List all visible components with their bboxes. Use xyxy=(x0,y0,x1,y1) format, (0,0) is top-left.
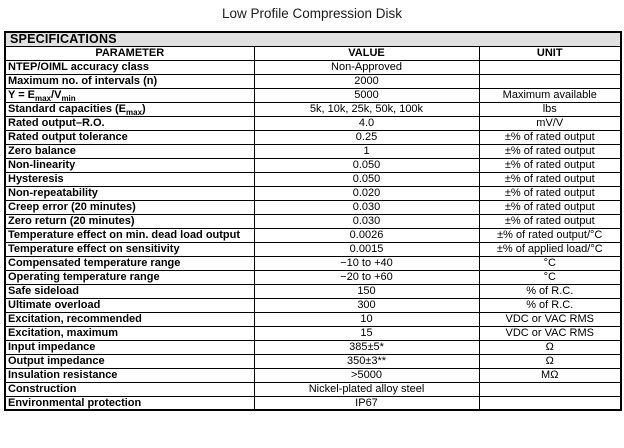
parameter-cell: Ultimate overload xyxy=(5,298,254,312)
spec-row xyxy=(5,368,621,382)
spec-row xyxy=(5,312,621,326)
unit-cell xyxy=(479,382,621,396)
value-cell: Nickel-plated alloy steel xyxy=(254,382,479,396)
parameter-cell: Non-linearity xyxy=(5,158,254,172)
spec-row xyxy=(5,354,621,368)
unit-cell: Maximum available xyxy=(479,88,621,102)
value-cell: 1 xyxy=(254,144,479,158)
unit-cell: MΩ xyxy=(479,368,621,382)
value-cell: −10 to +40 xyxy=(254,256,479,270)
parameter-cell: $Y = E_{max}/V_{min}$ xyxy=(5,88,254,102)
value-cell: 0.0015 xyxy=(254,242,479,256)
spec-row xyxy=(5,340,621,354)
value-cell: 300 xyxy=(254,298,479,312)
unit-cell xyxy=(479,60,621,74)
spec-row xyxy=(5,74,621,88)
value-cell: 15 xyxy=(254,326,479,340)
value-cell: 0.050 xyxy=(254,158,479,172)
unit-cell: % of R.C. xyxy=(479,298,621,312)
value-cell: 0.050 xyxy=(254,172,479,186)
spec-row xyxy=(5,242,621,256)
value-cell: 0.020 xyxy=(254,186,479,200)
parameter-cell: Insulation resistance xyxy=(5,368,254,382)
spec-row xyxy=(5,228,621,242)
table-caption-row xyxy=(5,32,621,46)
parameter-cell: Safe sideload xyxy=(5,284,254,298)
spec-row xyxy=(5,396,621,410)
unit-cell: Ω xyxy=(479,354,621,368)
spec-row xyxy=(5,200,621,214)
unit-cell: ±% of rated output/°C xyxy=(479,228,621,242)
page-title: Low Profile Compression Disk xyxy=(221,6,403,21)
unit-cell xyxy=(479,396,621,410)
parameter-cell: Operating temperature range xyxy=(5,270,254,284)
value-cell: 0.25 xyxy=(254,130,479,144)
unit-cell: VDC or VAC RMS xyxy=(479,326,621,340)
unit-cell: ±% of rated output xyxy=(479,200,621,214)
spec-row xyxy=(5,60,621,74)
unit-cell: ±% of rated output xyxy=(479,158,621,172)
specifications-table xyxy=(4,31,622,411)
spec-row xyxy=(5,116,621,130)
parameter-cell: Output impedance xyxy=(5,354,254,368)
unit-cell: lbs xyxy=(479,102,621,116)
spec-row xyxy=(5,382,621,396)
column-header-value: VALUE xyxy=(254,46,479,60)
value-cell: 385±5* xyxy=(254,340,479,354)
parameter-cell: Excitation, maximum xyxy=(5,326,254,340)
spec-row xyxy=(5,158,621,172)
parameter-cell: Temperature effect on sensitivity xyxy=(5,242,254,256)
spec-row xyxy=(5,256,621,270)
value-cell: 0.030 xyxy=(254,214,479,228)
parameter-cell: Maximum no. of intervals (n) xyxy=(5,74,254,88)
spec-row xyxy=(5,284,621,298)
unit-cell: °C xyxy=(479,256,621,270)
value-cell: IP67 xyxy=(254,396,479,410)
value-cell: >5000 xyxy=(254,368,479,382)
spec-table-container xyxy=(4,31,620,411)
column-header-unit: UNIT xyxy=(479,46,621,60)
column-header-parameter: PARAMETER xyxy=(5,46,254,60)
value-cell: Non-Approved xyxy=(254,60,479,74)
parameter-cell: Hysteresis xyxy=(5,172,254,186)
parameter-cell: NTEP/OIML accuracy class xyxy=(5,60,254,74)
value-cell: 10 xyxy=(254,312,479,326)
value-cell: 0.0026 xyxy=(254,228,479,242)
parameter-cell: Standard capacities $(E_{max})$ xyxy=(5,102,254,116)
parameter-cell: Construction xyxy=(5,382,254,396)
unit-cell: ±% of rated output xyxy=(479,130,621,144)
parameter-cell: Rated output–R.O. xyxy=(5,116,254,130)
spec-row xyxy=(5,326,621,340)
value-cell: 0.030 xyxy=(254,200,479,214)
unit-cell xyxy=(479,74,621,88)
table-body xyxy=(5,60,621,410)
unit-cell: VDC or VAC RMS xyxy=(479,312,621,326)
parameter-cell: Non-repeatability xyxy=(5,186,254,200)
spec-row xyxy=(5,144,621,158)
unit-cell: mV/V xyxy=(479,116,621,130)
unit-cell: °C xyxy=(479,270,621,284)
parameter-cell: Input impedance xyxy=(5,340,254,354)
unit-cell: ±% of rated output xyxy=(479,144,621,158)
parameter-cell: Zero return (20 minutes) xyxy=(5,214,254,228)
unit-cell: Ω xyxy=(479,340,621,354)
unit-cell: ±% of rated output xyxy=(479,186,621,200)
unit-cell: % of R.C. xyxy=(479,284,621,298)
value-cell: 5000 xyxy=(254,88,479,102)
value-cell: 5k, 10k, 25k, 50k, 100k xyxy=(254,102,479,116)
parameter-cell: Creep error (20 minutes) xyxy=(5,200,254,214)
value-cell: −20 to +60 xyxy=(254,270,479,284)
table-caption: SPECIFICATIONS xyxy=(5,32,621,46)
parameter-cell: Zero balance xyxy=(5,144,254,158)
spec-row xyxy=(5,172,621,186)
table-header-row xyxy=(5,46,621,60)
unit-cell: ±% of rated output xyxy=(479,172,621,186)
parameter-cell: Compensated temperature range xyxy=(5,256,254,270)
unit-cell: ±% of applied load/°C xyxy=(479,242,621,256)
value-cell: 2000 xyxy=(254,74,479,88)
parameter-cell: Environmental protection xyxy=(5,396,254,410)
spec-row xyxy=(5,298,621,312)
spec-row xyxy=(5,270,621,284)
parameter-cell: Temperature effect on min. dead load output xyxy=(5,228,254,242)
parameter-cell: Rated output tolerance xyxy=(5,130,254,144)
spec-row xyxy=(5,214,621,228)
spec-row xyxy=(5,130,621,144)
unit-cell: ±% of rated output xyxy=(479,214,621,228)
spec-row xyxy=(5,186,621,200)
spec-row xyxy=(5,102,621,116)
value-cell: 4.0 xyxy=(254,116,479,130)
value-cell: 150 xyxy=(254,284,479,298)
parameter-cell: Excitation, recommended xyxy=(5,312,254,326)
value-cell: 350±3** xyxy=(254,354,479,368)
spec-row xyxy=(5,88,621,102)
